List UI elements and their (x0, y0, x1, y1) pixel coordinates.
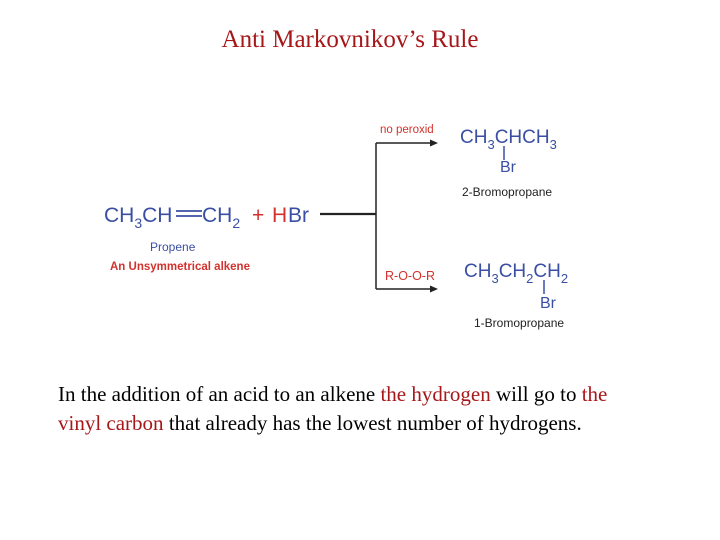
plus-sign: + (252, 204, 265, 227)
upper-arrowhead (430, 140, 438, 147)
lower-product-name: 1-Bromopropane (474, 316, 565, 330)
lower-substituent: Br (540, 295, 556, 312)
caption-part-3: will go to (490, 382, 582, 406)
reactant-ch2: $CH_2$ (202, 204, 241, 231)
lower-arrowhead (430, 286, 438, 293)
double-bond (176, 211, 202, 216)
upper-condition: no peroxid (380, 124, 434, 136)
hydrogen-symbol: H (272, 204, 288, 227)
reactant-description: An Unsymmetrical alkene (110, 261, 250, 273)
bromine-symbol: Br (288, 204, 309, 227)
upper-substituent: Br (500, 159, 516, 176)
caption-part-5: that already has the lowest number of hydrogens. (163, 411, 582, 435)
explanation-text (58, 380, 638, 438)
caption-part-1: In the addition of an acid to an alkene (58, 382, 381, 406)
caption-highlight-vinyl-carbon: the vinyl carbon (58, 382, 608, 435)
upper-product-name: 2-Bromopropane (462, 185, 553, 199)
upper-product-formula: $CH_3CHCH_3$ (460, 127, 557, 152)
reactant-name: Propene (150, 240, 196, 254)
caption-highlight-hydrogen: the hydrogen (380, 382, 491, 406)
reactant-formula: $CH_3CH$ (104, 204, 173, 231)
lower-condition: R-O-O-R (385, 269, 435, 283)
lower-product-formula: $CH_3CH_2CH_2$ (464, 261, 569, 286)
slide-title: Anti Markovnikov’s Rule (221, 26, 479, 53)
